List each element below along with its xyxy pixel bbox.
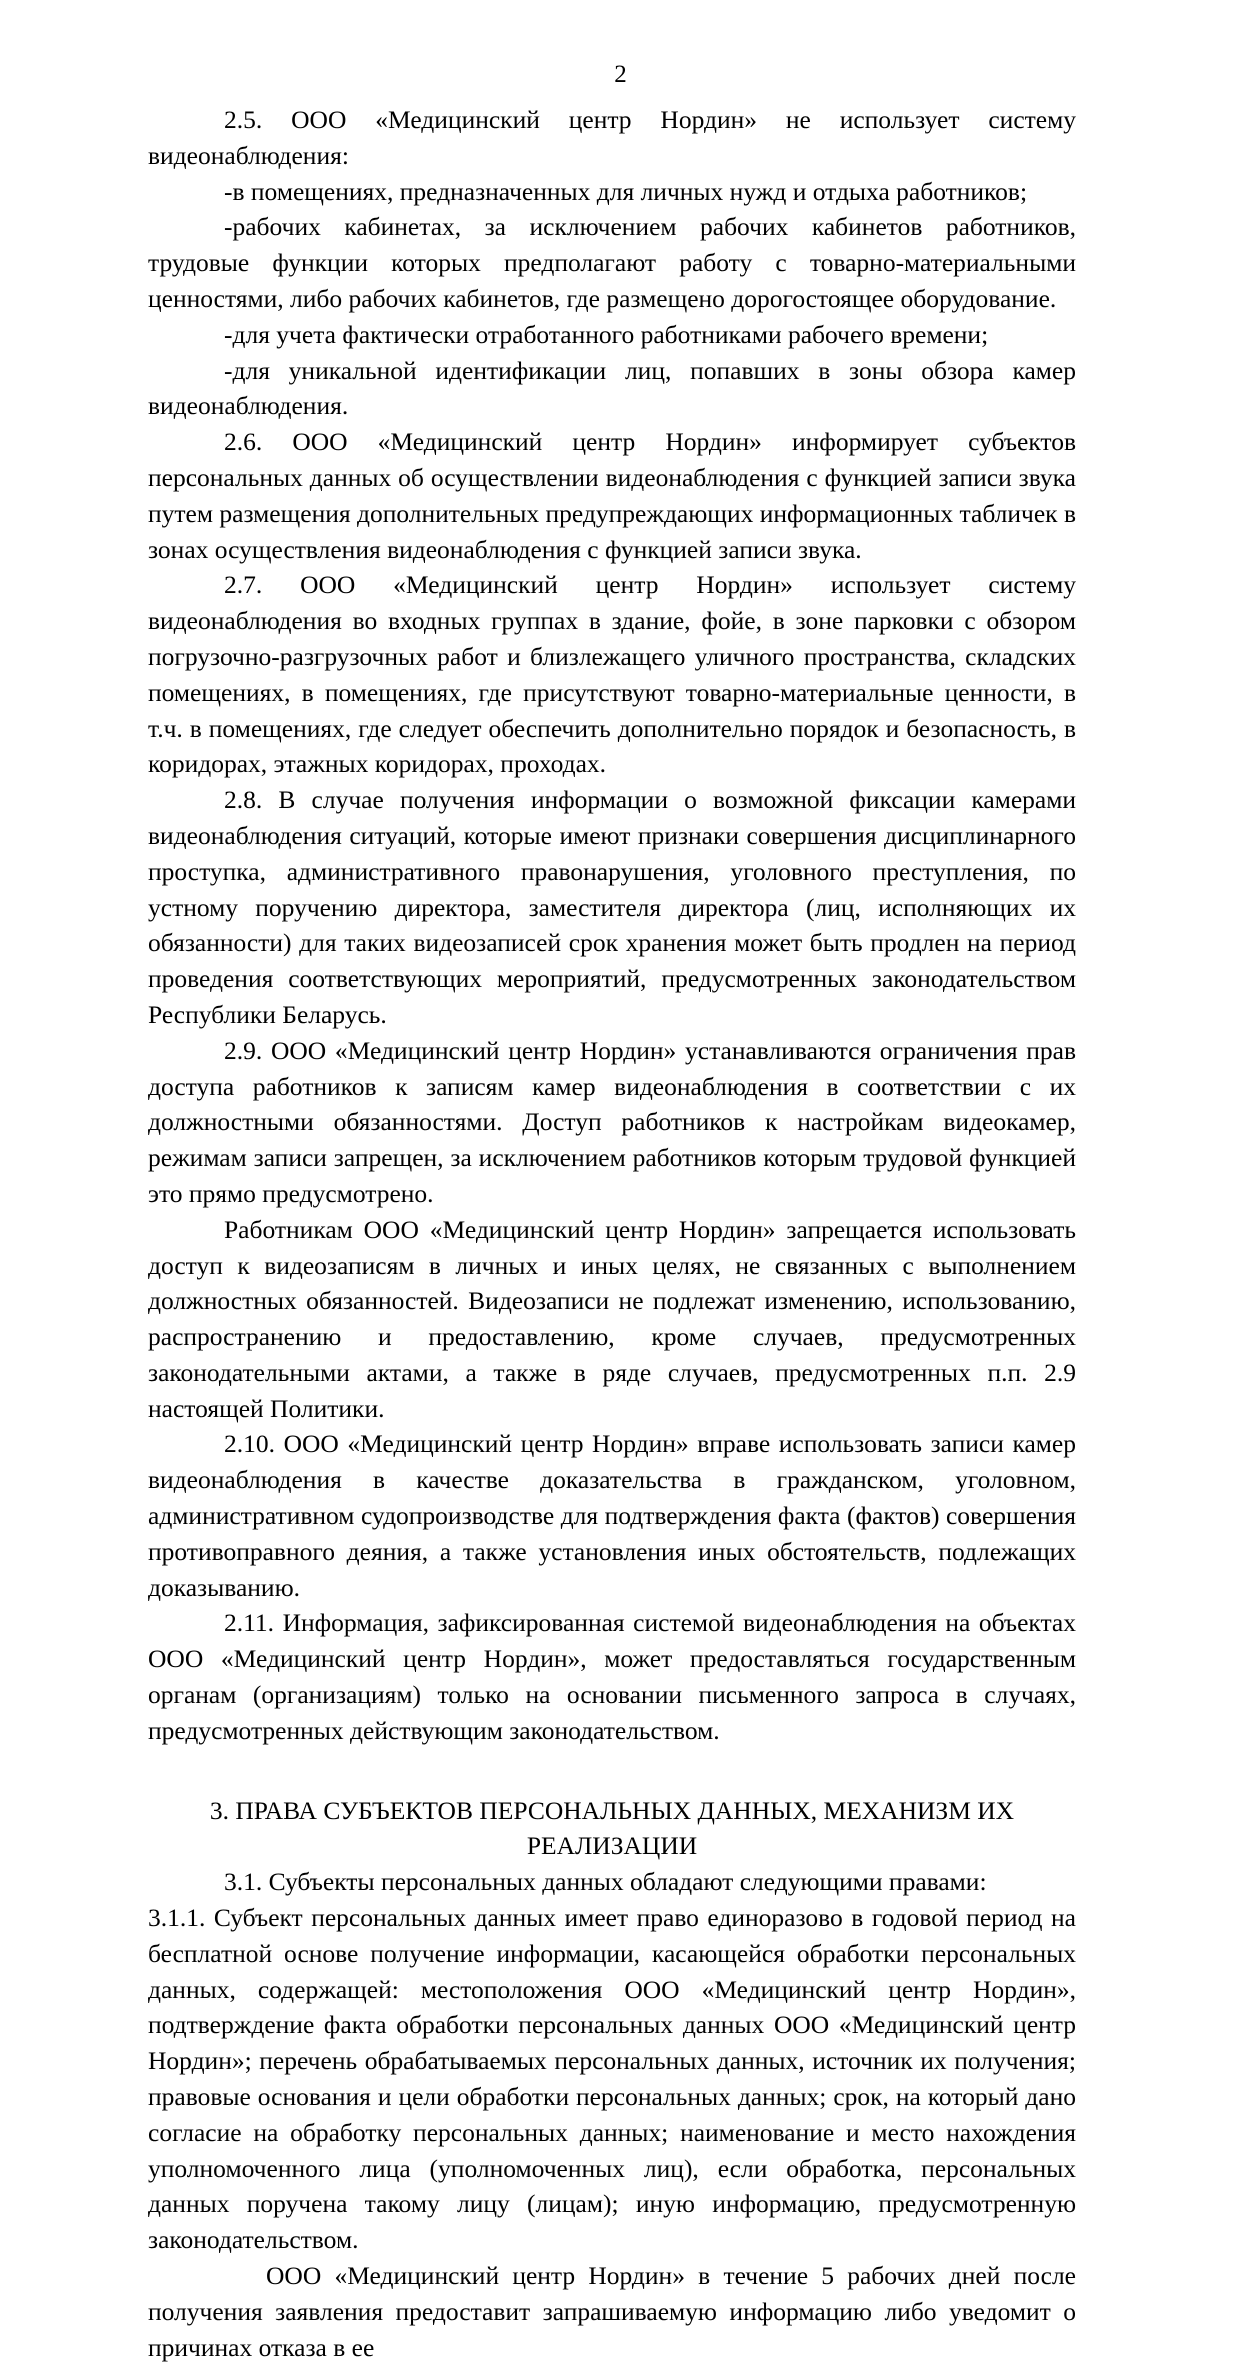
document-body xyxy=(148,102,1076,2365)
paragraph-2-6: 2.6. ООО «Медицинский центр Нордин» информирует субъектов персональных данных об осуществлении видеонаблюдения с функцией записи звука путем размещения дополнительных предупреждающих информационных табличек в зонах осуществления видеонаблюдения с функцией записи звука. xyxy=(148,427,1076,564)
paragraph-2-10: 2.10. ООО «Медицинский центр Нордин» вправе использовать записи камер видеонаблюдения в качестве доказательства в гражданском, уголовном, административном судопроизводстве для подтверждения факта (фактов) совершения противоправного деяния, а также установления иных обстоятельств, подлежащих доказыванию. xyxy=(148,1429,1076,1602)
page-number: 2 xyxy=(614,61,627,88)
paragraph-3-1-1: 3.1.1. Субъект персональных данных имеет право единоразово в годовой период на бесплатной основе получение информации, касающейся обработки персональных данных, содержащей: местоположения ООО «Медицинский центр Нордин», подтверждение факта обработки персональных данных ООО «Медицинский центр Нордин»; перечень обрабатываемых персональных данных, источник их получения; правовые основания и цели обработки персональных данных; срок, на который дано согласие на обработку персональных данных; наименование и место нахождения уполномоченного лица (уполномоченных лиц), если обработка, персональных данных поручена такому лицу (лицам); иную информацию, предусмотренную законодательством. xyxy=(148,1903,1076,2255)
paragraph-bullet-3: -для учета фактически отработанного работниками рабочего времени; xyxy=(224,319,989,349)
paragraph-3-1: 3.1. Субъекты персональных данных обладают следующими правами: xyxy=(224,1867,987,1897)
section-heading xyxy=(148,1793,1076,1865)
paragraph-2-9: 2.9. ООО «Медицинский центр Нордин» устанавливаются ограничения прав доступа работников к записям камер видеонаблюдения в соответствии с их должностными обязанностями. Доступ работников к настройкам видеокамер, режимам записи запрещен, за исключением работников которым трудовой функцией это прямо предусмотрено. xyxy=(148,1035,1076,1208)
section-heading-line-2: РЕАЛИЗАЦИИ xyxy=(526,1831,698,1861)
section-heading-line-1: 3. ПРАВА СУБЪЕКТОВ ПЕРСОНАЛЬНЫХ ДАННЫХ, МЕХАНИЗМ ИХ xyxy=(209,1795,1015,1825)
paragraph-2-8: 2.8. В случае получения информации о возможной фиксации камерами видеонаблюдения ситуаций, которые имеют признаки совершения дисциплинарного проступка, административного правонарушения, уголовного преступления, по устному поручению директора, заместителя директора (лиц, исполняющих их обязанности) для таких видеозаписей срок хранения может быть продлен на период проведения соответствующих мероприятий, предусмотренных законодательством Республики Беларусь. xyxy=(148,785,1076,1029)
paragraph-bullet-1: -в помещениях, предназначенных для личных нужд и отдыха работников; xyxy=(224,176,1028,206)
paragraph-2-7: 2.7. ООО «Медицинский центр Нордин» использует систему видеонаблюдения во входных группах в здание, фойе, в зоне парковки с обзором погрузочно-разгрузочных работ и близлежащего уличного пространства, складских помещениях, в помещениях, где присутствуют товарно-материальные ценности, в т.ч. в помещениях, где следует обеспечить дополнительно порядок и безопасность, в коридорах, этажных коридорах, проходах. xyxy=(148,570,1076,779)
paragraph-bullet-2: -рабочих кабинетах, за исключением рабочих кабинетов работников, трудовые функции которых предполагают работу с товарно-материальными ценностями, либо рабочих кабинетов, где размещено дорогостоящее оборудование. xyxy=(148,212,1076,313)
paragraph-bullet-4: -для уникальной идентификации лиц, попавших в зоны обзора камер видеонаблюдения. xyxy=(148,355,1076,421)
paragraph-2-11: 2.11. Информация, зафиксированная системой видеонаблюдения на объектах ООО «Медицинский центр Нордин», может предоставляться государственным органам (организациям) только на основании письменного запроса в случаях, предусмотренных действующим законодательством. xyxy=(148,1608,1076,1745)
paragraph-five-working-days: ООО «Медицинский центр Нордин» в течение 5 рабочих дней после получения заявления предоставит запрашиваемую информацию либо уведомит о причинах отказа в ее xyxy=(148,2261,1076,2362)
paragraph-workers-prohibition: Работникам ООО «Медицинский центр Нордин» запрещается использовать доступ к видеозаписям в личных и иных целях, не связанных с выполнением должностных обязанностей. Видеозаписи не подлежат изменению, использованию, распространению и предоставлению, кроме случаев, предусмотренных законодательными актами, а также в ряде случаев, предусмотренных п.п. 2.9 настоящей Политики. xyxy=(148,1214,1076,1423)
paragraph-2-5: 2.5. ООО «Медицинский центр Нордин» не использует систему видеонаблюдения: xyxy=(148,105,1076,170)
